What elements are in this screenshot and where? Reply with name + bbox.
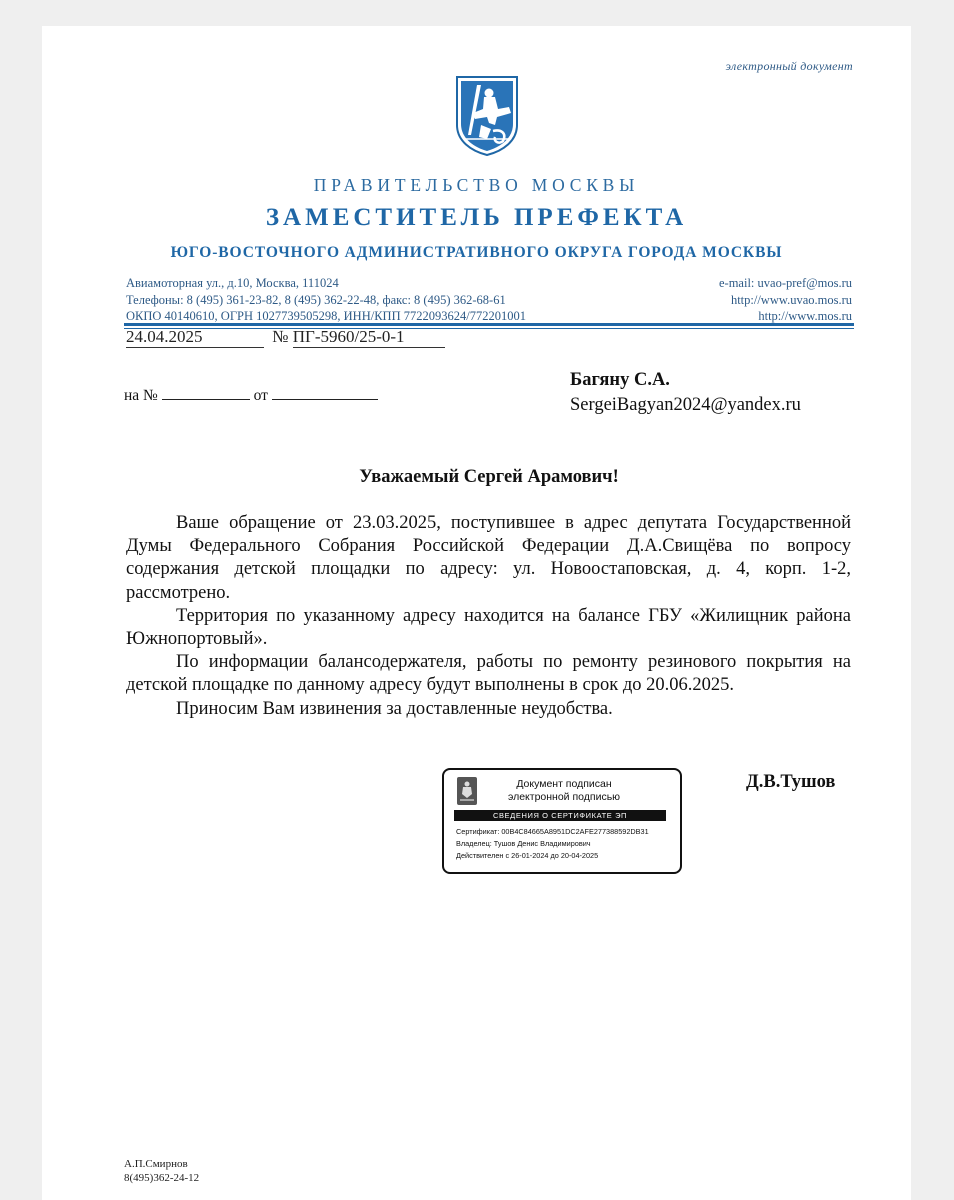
- okrug-title: ЮГО-ВОСТОЧНОГО АДМИНИСТРАТИВНОГО ОКРУГА ГОРОДА МОСКВЫ: [170, 244, 783, 261]
- recipient-email: SergeiBagyan2024@yandex.ru: [570, 395, 801, 415]
- salutation: Уважаемый Сергей Арамович!: [359, 467, 619, 487]
- signature-title-line2: электронной подписью: [507, 791, 621, 803]
- registration-number-label: №: [272, 327, 289, 346]
- signature-title: [484, 778, 644, 804]
- certificate-number: Сертификат: 00B4C84665A8951DC2AFE277388592DB31: [456, 827, 649, 836]
- certificate-header: СВЕДЕНИЯ О СЕРТИФИКАТЕ ЭП: [454, 810, 666, 821]
- registration-number: ПГ-5960/25-0-1: [293, 327, 445, 348]
- header-divider: [124, 323, 854, 326]
- contact-phones: Телефоны: 8 (495) 361-23-82, 8 (495) 362-22-48, факс: 8 (495) 362-68-61: [126, 292, 506, 307]
- executor-info: [124, 1157, 199, 1185]
- recipient-name: Багяну С.А.: [570, 370, 670, 390]
- coat-of-arms-icon: [456, 776, 478, 806]
- signer-name: Д.В.Тушов: [746, 772, 836, 792]
- letter-paragraph: По информации балансодержателя, работы по ремонту резинового покрытия на детской площадке по данному адресу будут выполнены в срок до 20.06.2025.: [126, 652, 851, 696]
- certificate-validity: Действителен с 26-01-2024 до 20-04-2025: [456, 851, 599, 860]
- letter-paragraph: Приносим Вам извинения за доставленные неудобства.: [176, 698, 613, 719]
- contact-codes: ОКПО 40140610, ОГРН 1027739505298, ИНН/КПП 7722093624/772201001: [126, 309, 526, 323]
- letter-paragraph: Территория по указанному адресу находится на балансе ГБУ «Жилищник района Южнопортовый».: [126, 605, 851, 650]
- registration-line: [126, 327, 445, 348]
- e-signature-stamp: [442, 768, 682, 874]
- letter-body: [126, 512, 851, 721]
- moscow-coat-of-arms-icon: [451, 73, 523, 157]
- signature-title-line1: Документ подписан: [516, 778, 612, 790]
- contacts-left: [126, 275, 526, 325]
- executor-name: А.П.Смирнов: [124, 1158, 188, 1170]
- contact-address: Авиамоторная ул., д.10, Москва, 111024: [126, 276, 339, 290]
- ref-from: от: [253, 387, 268, 404]
- contact-site-mos: http://www.mos.ru: [758, 309, 852, 323]
- contacts-right: [719, 275, 852, 325]
- contact-site-uvao: http://www.uvao.mos.ru: [730, 292, 852, 307]
- executor-phone: 8(495)362-24-12: [124, 1172, 200, 1184]
- ref-date-blank: [272, 385, 378, 400]
- certificate-owner: Владелец: Тушов Денис Владимирович: [456, 839, 591, 848]
- reference-line: [124, 385, 378, 405]
- ref-number-blank: [162, 385, 250, 400]
- contact-email: e-mail: uvao-pref@mos.ru: [719, 276, 852, 290]
- registration-date: 24.04.2025: [126, 327, 264, 348]
- electronic-document-tag: электронный документ: [725, 59, 853, 73]
- position-title: ЗАМЕСТИТЕЛЬ ПРЕФЕКТА: [265, 204, 688, 231]
- government-title: ПРАВИТЕЛЬСТВО МОСКВЫ: [313, 175, 640, 195]
- ref-prefix: на №: [124, 387, 158, 404]
- letter-paragraph: Ваше обращение от 23.03.2025, поступившее в адрес депутата Государственной Думы Федерального Собрания Российской Федерации Д.А.Свищёва по вопросу содержания детской площадки по адресу: ул. Новоостаповская, д. 4, корп. 1-2, рассмотрено.: [126, 513, 851, 603]
- letter-page: [42, 26, 911, 1200]
